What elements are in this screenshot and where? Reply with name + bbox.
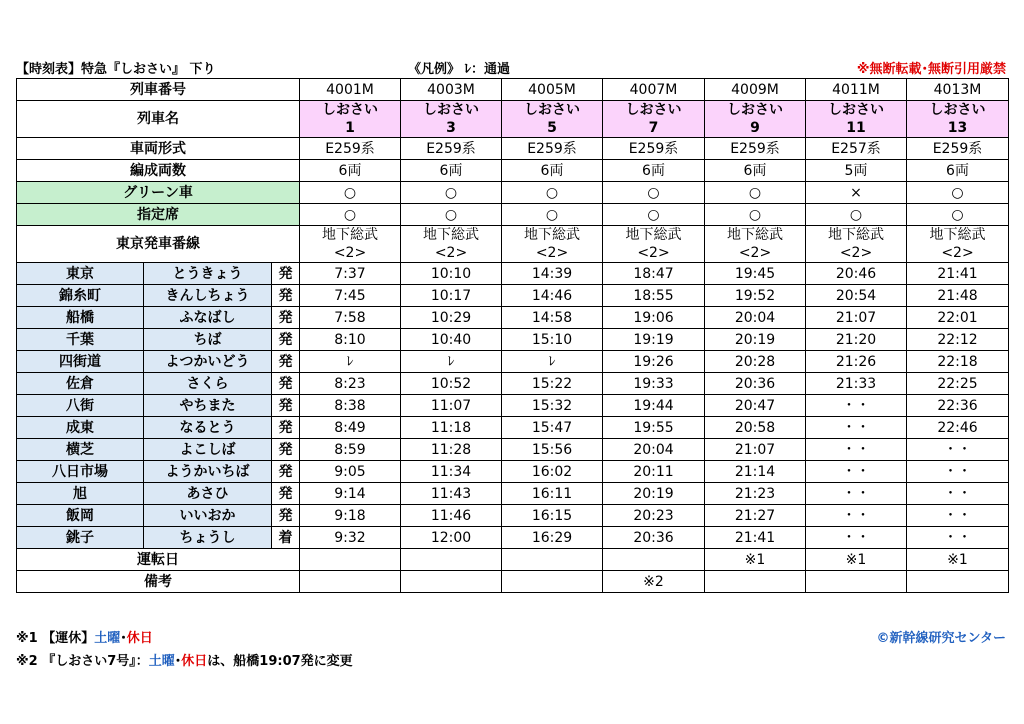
- car-count-cell: 6両: [300, 160, 401, 182]
- train-number-cell: 4001M: [300, 79, 401, 101]
- train-name: しおさい: [828, 102, 884, 118]
- car-type-cell: E259系: [907, 138, 1009, 160]
- reserved-cell: ○: [705, 204, 806, 226]
- time-cell: 19:52: [705, 285, 806, 307]
- train-name: しおさい: [625, 102, 682, 118]
- car-count-cell: 5両: [806, 160, 907, 182]
- time-cell: 21:27: [705, 505, 806, 527]
- row-green-car: [17, 182, 1009, 204]
- time-cell: 20:58: [705, 417, 806, 439]
- copyright: ©新幹線研究センター: [876, 631, 1006, 646]
- green-car-cell: ○: [705, 182, 806, 204]
- time-cell: 22:18: [907, 351, 1009, 373]
- footnote-2: [16, 650, 353, 669]
- time-cell: 19:33: [603, 373, 705, 395]
- station-name: 佐倉: [17, 373, 144, 395]
- remarks-cell: [705, 571, 806, 593]
- time-cell: 16:02: [502, 461, 603, 483]
- dep-arr-mark: 発: [272, 505, 300, 527]
- label-reserved: 指定席: [17, 204, 300, 226]
- dep-arr-mark: 発: [272, 263, 300, 285]
- operation-days-cell: [603, 549, 705, 571]
- time-cell: 19:55: [603, 417, 705, 439]
- station-kana: きんしちょう: [144, 285, 272, 307]
- time-cell: 19:19: [603, 329, 705, 351]
- time-cell: 11:43: [401, 483, 502, 505]
- dep-arr-mark: 発: [272, 329, 300, 351]
- label-train-number: 列車番号: [17, 79, 300, 101]
- time-cell: ・・: [907, 483, 1009, 505]
- train-service-number: 3: [446, 120, 456, 136]
- station-row: [17, 329, 1009, 351]
- car-type-cell: E257系: [806, 138, 907, 160]
- green-car-cell: ○: [401, 182, 502, 204]
- time-cell: 16:29: [502, 527, 603, 549]
- time-cell: ・・: [806, 483, 907, 505]
- time-cell: 8:59: [300, 439, 401, 461]
- tokyo-track-cell: [300, 226, 401, 263]
- car-count-cell: 6両: [401, 160, 502, 182]
- time-cell: 15:47: [502, 417, 603, 439]
- station-name: 横芝: [17, 439, 144, 461]
- car-type-cell: E259系: [502, 138, 603, 160]
- reserved-cell: ○: [401, 204, 502, 226]
- time-cell: 11:07: [401, 395, 502, 417]
- time-cell: 19:45: [705, 263, 806, 285]
- time-cell: 8:10: [300, 329, 401, 351]
- car-count-cell: 6両: [705, 160, 806, 182]
- time-cell: 11:28: [401, 439, 502, 461]
- time-cell: 20:54: [806, 285, 907, 307]
- footnote-2-prefix: ※2 『しおさい7号』：: [16, 654, 149, 669]
- time-cell: 18:55: [603, 285, 705, 307]
- operation-days-cell: ※1: [806, 549, 907, 571]
- reserved-cell: ○: [806, 204, 907, 226]
- track-line: 地下総武: [322, 227, 378, 243]
- dep-arr-mark: 発: [272, 439, 300, 461]
- station-row: [17, 351, 1009, 373]
- car-count-cell: 6両: [502, 160, 603, 182]
- time-cell: 21:20: [806, 329, 907, 351]
- time-cell: 20:36: [603, 527, 705, 549]
- dep-arr-mark: 発: [272, 417, 300, 439]
- station-kana: ちば: [144, 329, 272, 351]
- time-cell: 7:45: [300, 285, 401, 307]
- time-cell: 11:46: [401, 505, 502, 527]
- dep-arr-mark: 発: [272, 461, 300, 483]
- train-service-number: 5: [547, 120, 557, 136]
- station-kana: やちまた: [144, 395, 272, 417]
- dep-arr-mark: 発: [272, 373, 300, 395]
- time-cell: 8:23: [300, 373, 401, 395]
- train-service-number: 7: [648, 120, 659, 136]
- green-car-cell: ×: [806, 182, 907, 204]
- track-number: <2>: [738, 245, 772, 261]
- time-cell: 14:46: [502, 285, 603, 307]
- time-cell: 22:12: [907, 329, 1009, 351]
- station-name: 八日市場: [17, 461, 144, 483]
- time-cell: 21:23: [705, 483, 806, 505]
- row-train-number: [17, 79, 1009, 101]
- station-name: 四街道: [17, 351, 144, 373]
- time-cell: ・・: [806, 395, 907, 417]
- footnote-1-holiday: 休日: [126, 631, 153, 646]
- operation-days-cell: [300, 549, 401, 571]
- time-cell: 20:11: [603, 461, 705, 483]
- train-number-cell: 4003M: [401, 79, 502, 101]
- track-number: <2>: [637, 245, 670, 261]
- time-cell: 12:00: [401, 527, 502, 549]
- station-name: 八街: [17, 395, 144, 417]
- dep-arr-mark: 発: [272, 395, 300, 417]
- remarks-cell: ※2: [603, 571, 705, 593]
- train-name-cell: [907, 101, 1009, 138]
- train-name: しおさい: [727, 102, 783, 118]
- train-service-number: 9: [750, 120, 760, 136]
- footnote-2-saturday: 土曜: [148, 654, 175, 669]
- dep-arr-mark: 発: [272, 307, 300, 329]
- label-tokyo-track: 東京発車番線: [17, 226, 300, 263]
- car-type-cell: E259系: [705, 138, 806, 160]
- time-cell: ・・: [806, 461, 907, 483]
- train-service-number: 11: [846, 120, 866, 136]
- track-number: <2>: [839, 245, 873, 261]
- reserved-cell: ○: [300, 204, 401, 226]
- time-cell: 22:46: [907, 417, 1009, 439]
- station-kana: よこしば: [144, 439, 272, 461]
- station-row: [17, 527, 1009, 549]
- time-cell: 11:18: [401, 417, 502, 439]
- station-row: [17, 307, 1009, 329]
- remarks-cell: [907, 571, 1009, 593]
- time-cell: 10:40: [401, 329, 502, 351]
- remarks-cell: [401, 571, 502, 593]
- time-cell: 9:05: [300, 461, 401, 483]
- footnote-1-saturday: 土曜: [94, 631, 121, 646]
- car-type-cell: E259系: [603, 138, 705, 160]
- time-cell: 15:32: [502, 395, 603, 417]
- train-name-cell: [705, 101, 806, 138]
- time-cell: 21:26: [806, 351, 907, 373]
- time-cell: 22:25: [907, 373, 1009, 395]
- track-line: 地下総武: [727, 227, 783, 243]
- station-kana: なるとう: [144, 417, 272, 439]
- train-number-cell: 4011M: [806, 79, 907, 101]
- time-cell: 10:29: [401, 307, 502, 329]
- time-cell: 21:41: [705, 527, 806, 549]
- time-cell: 16:15: [502, 505, 603, 527]
- station-kana: よつかいどう: [144, 351, 272, 373]
- footnote-1: [16, 627, 153, 646]
- time-cell: 7:37: [300, 263, 401, 285]
- station-row: [17, 461, 1009, 483]
- label-operation-days: 運転日: [17, 549, 300, 571]
- operation-days-cell: [401, 549, 502, 571]
- time-cell: ・・: [907, 439, 1009, 461]
- time-cell: 21:14: [705, 461, 806, 483]
- time-cell: 19:26: [603, 351, 705, 373]
- station-name: 錦糸町: [17, 285, 144, 307]
- car-count-cell: 6両: [907, 160, 1009, 182]
- station-name: 成東: [17, 417, 144, 439]
- track-number: <2>: [333, 245, 367, 261]
- green-car-cell: ○: [502, 182, 603, 204]
- track-number: <2>: [434, 245, 468, 261]
- train-name-cell: [300, 101, 401, 138]
- time-cell: ・・: [806, 417, 907, 439]
- time-cell: 20:47: [705, 395, 806, 417]
- time-cell: 22:36: [907, 395, 1009, 417]
- green-car-cell: ○: [907, 182, 1009, 204]
- time-cell: 15:56: [502, 439, 603, 461]
- operation-days-cell: ※1: [705, 549, 806, 571]
- time-cell: 11:34: [401, 461, 502, 483]
- station-row: [17, 285, 1009, 307]
- station-kana: とうきょう: [144, 263, 272, 285]
- time-cell: 20:04: [705, 307, 806, 329]
- time-cell: 10:17: [401, 285, 502, 307]
- time-cell: 8:49: [300, 417, 401, 439]
- time-cell: ・・: [806, 505, 907, 527]
- time-cell: 21:07: [705, 439, 806, 461]
- footnote-2-suffix: は、船橋19:07発に変更: [207, 654, 353, 669]
- label-car-count: 編成両数: [17, 160, 300, 182]
- train-name-cell: [401, 101, 502, 138]
- station-name: 東京: [17, 263, 144, 285]
- tokyo-track-cell: [705, 226, 806, 263]
- row-tokyo-track: [17, 226, 1009, 263]
- copy-warning: ※無断転載･無断引用厳禁: [856, 62, 1006, 77]
- footnote-2-holiday: 休日: [181, 654, 208, 669]
- time-cell: 7:58: [300, 307, 401, 329]
- row-remarks: [17, 571, 1009, 593]
- train-name: しおさい: [322, 102, 378, 118]
- tokyo-track-cell: [603, 226, 705, 263]
- time-cell: 22:01: [907, 307, 1009, 329]
- time-cell: ﾚ: [401, 351, 502, 373]
- footnote-1-sep: ･: [120, 631, 127, 646]
- time-cell: 21:41: [907, 263, 1009, 285]
- station-name: 銚子: [17, 527, 144, 549]
- dep-arr-mark: 発: [272, 351, 300, 373]
- train-name-cell: [502, 101, 603, 138]
- green-car-cell: ○: [603, 182, 705, 204]
- dep-arr-mark: 発: [272, 483, 300, 505]
- time-cell: ・・: [907, 505, 1009, 527]
- train-name: しおさい: [929, 102, 986, 118]
- time-cell: 20:04: [603, 439, 705, 461]
- car-type-cell: E259系: [401, 138, 502, 160]
- station-row: [17, 505, 1009, 527]
- time-cell: 10:10: [401, 263, 502, 285]
- station-kana: あさひ: [144, 483, 272, 505]
- time-cell: 16:11: [502, 483, 603, 505]
- reserved-cell: ○: [907, 204, 1009, 226]
- time-cell: 15:22: [502, 373, 603, 395]
- train-number-cell: 4007M: [603, 79, 705, 101]
- station-row: [17, 395, 1009, 417]
- time-cell: 9:32: [300, 527, 401, 549]
- station-row: [17, 417, 1009, 439]
- time-cell: 21:33: [806, 373, 907, 395]
- station-kana: ふなばし: [144, 307, 272, 329]
- footnote-2-sep: ･: [174, 654, 182, 669]
- tokyo-track-cell: [502, 226, 603, 263]
- time-cell: 8:38: [300, 395, 401, 417]
- time-cell: 9:18: [300, 505, 401, 527]
- time-cell: 20:23: [603, 505, 705, 527]
- time-cell: ・・: [806, 439, 907, 461]
- station-kana: ちょうし: [144, 527, 272, 549]
- time-cell: 9:14: [300, 483, 401, 505]
- train-name: しおさい: [524, 102, 580, 118]
- time-cell: ・・: [907, 527, 1009, 549]
- time-cell: 21:48: [907, 285, 1009, 307]
- station-row: [17, 263, 1009, 285]
- time-cell: ﾚ: [300, 351, 401, 373]
- operation-days-cell: ※1: [907, 549, 1009, 571]
- row-car-type: [17, 138, 1009, 160]
- car-type-cell: E259系: [300, 138, 401, 160]
- station-name: 旭: [17, 483, 144, 505]
- time-cell: 21:07: [806, 307, 907, 329]
- operation-days-cell: [502, 549, 603, 571]
- reserved-cell: ○: [603, 204, 705, 226]
- label-remarks: 備考: [17, 571, 300, 593]
- train-name: しおさい: [423, 102, 479, 118]
- dep-arr-mark: 発: [272, 285, 300, 307]
- station-row: [17, 483, 1009, 505]
- time-cell: ・・: [907, 461, 1009, 483]
- station-name: 飯岡: [17, 505, 144, 527]
- row-car-count: [17, 160, 1009, 182]
- tokyo-track-cell: [401, 226, 502, 263]
- train-number-cell: 4009M: [705, 79, 806, 101]
- car-count-cell: 6両: [603, 160, 705, 182]
- time-cell: 20:36: [705, 373, 806, 395]
- time-cell: 10:52: [401, 373, 502, 395]
- legend-text: 《凡例》 ﾚ：通過: [408, 62, 511, 77]
- track-line: 地下総武: [828, 227, 884, 243]
- footnote-1-prefix: ※1 【運休】: [16, 631, 95, 646]
- station-name: 千葉: [17, 329, 144, 351]
- row-reserved: [17, 204, 1009, 226]
- remarks-cell: [300, 571, 401, 593]
- remarks-cell: [502, 571, 603, 593]
- time-cell: 18:47: [603, 263, 705, 285]
- row-train-name: [17, 101, 1009, 138]
- time-cell: ・・: [806, 527, 907, 549]
- train-name-cell: [806, 101, 907, 138]
- label-train-name: 列車名: [17, 101, 300, 138]
- green-car-cell: ○: [300, 182, 401, 204]
- time-cell: 20:28: [705, 351, 806, 373]
- station-row: [17, 373, 1009, 395]
- train-service-number: 1: [345, 120, 355, 136]
- label-car-type: 車両形式: [17, 138, 300, 160]
- track-number: <2>: [941, 245, 974, 261]
- time-cell: 20:19: [705, 329, 806, 351]
- train-name-cell: [603, 101, 705, 138]
- train-number-cell: 4013M: [907, 79, 1009, 101]
- time-cell: 15:10: [502, 329, 603, 351]
- label-green-car: グリーン車: [17, 182, 300, 204]
- train-service-number: 13: [947, 120, 968, 136]
- tokyo-track-cell: [806, 226, 907, 263]
- track-line: 地下総武: [423, 227, 479, 243]
- track-number: <2>: [535, 245, 569, 261]
- track-line: 地下総武: [524, 227, 580, 243]
- tokyo-track-cell: [907, 226, 1009, 263]
- station-name: 船橋: [17, 307, 144, 329]
- row-operation-days: [17, 549, 1009, 571]
- time-cell: 19:44: [603, 395, 705, 417]
- time-cell: 20:46: [806, 263, 907, 285]
- station-kana: いいおか: [144, 505, 272, 527]
- timetable: [16, 78, 1009, 593]
- station-row: [17, 439, 1009, 461]
- time-cell: 14:58: [502, 307, 603, 329]
- station-kana: さくら: [144, 373, 272, 395]
- time-cell: ﾚ: [502, 351, 603, 373]
- train-number-cell: 4005M: [502, 79, 603, 101]
- track-line: 地下総武: [929, 227, 986, 243]
- timetable-title: 【時刻表】特急『しおさい』 下り: [16, 62, 216, 77]
- station-kana: ようかいちば: [144, 461, 272, 483]
- time-cell: 14:39: [502, 263, 603, 285]
- dep-arr-mark: 着: [272, 527, 300, 549]
- time-cell: 20:19: [603, 483, 705, 505]
- reserved-cell: ○: [502, 204, 603, 226]
- remarks-cell: [806, 571, 907, 593]
- track-line: 地下総武: [625, 227, 682, 243]
- time-cell: 19:06: [603, 307, 705, 329]
